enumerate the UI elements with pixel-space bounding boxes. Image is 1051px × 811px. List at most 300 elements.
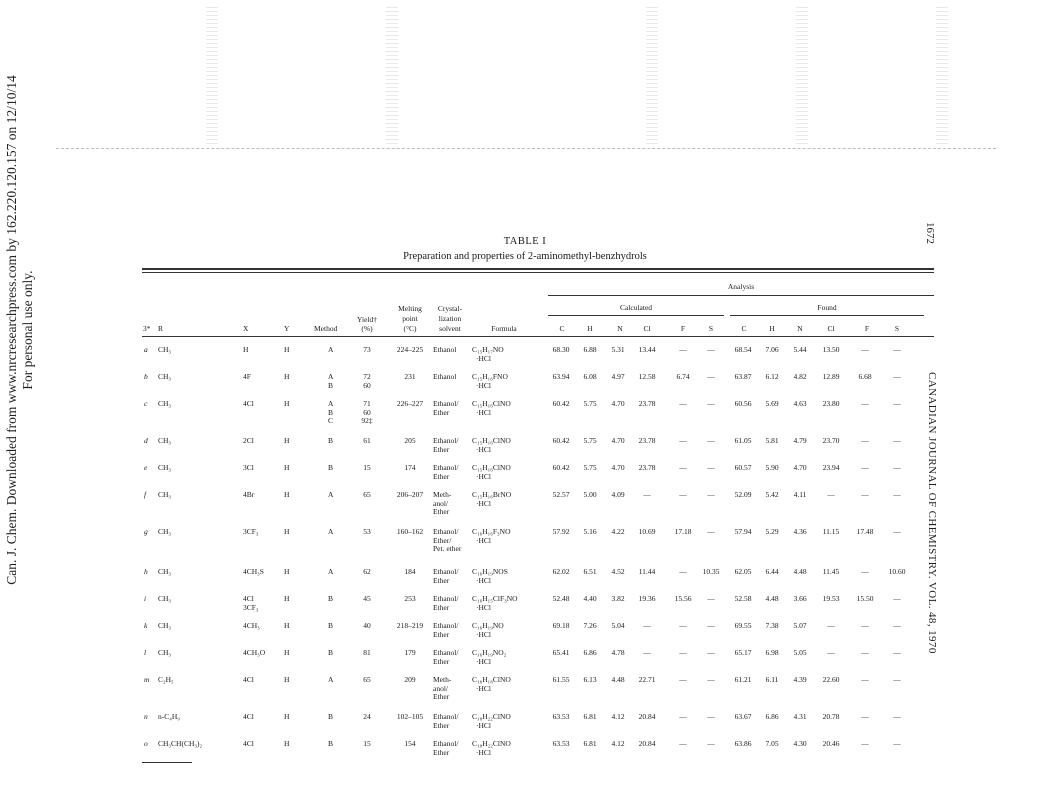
cell-x: 4Cl [243, 739, 254, 748]
cell-r: CH₃ [158, 594, 172, 603]
cell-found-c: 63.67 [734, 712, 752, 721]
cell-found-s: — [893, 621, 901, 630]
cell-solvent: Ethanol/ [433, 712, 459, 721]
header-found-n: N [797, 324, 803, 333]
cell-method: A [328, 399, 334, 408]
cell-solvent: Ethanol/ [433, 621, 459, 630]
cell-formula: C₁₆H₁₉NOS [472, 567, 508, 576]
cell-r: CH₃ [158, 621, 172, 630]
cell-calc-n: 4.78 [611, 648, 625, 657]
header-mp-2: point [402, 314, 418, 323]
row-id: b [144, 372, 148, 381]
cell-r: CH₃ [158, 436, 172, 445]
cell-x: 4Cl [243, 594, 254, 603]
cell-found-c: 69.55 [734, 621, 752, 630]
cell-found-n: 4.70 [793, 463, 807, 472]
cell-calc-s: — [707, 490, 715, 499]
cell-x: H [243, 345, 249, 354]
cell-calc-h: 5.75 [583, 399, 597, 408]
cell-solvent: Ethanol/ [433, 648, 459, 657]
download-notice-line2: For personal use only. [20, 270, 35, 390]
cell-calc-s: — [707, 527, 715, 536]
cell-found-n: 5.05 [793, 648, 807, 657]
analysis-header: Analysis [727, 282, 755, 291]
cell-y: H [284, 399, 290, 408]
cell-found-n: 3.66 [793, 594, 807, 603]
header-formula: Formula [491, 324, 517, 333]
cell-found-f: — [861, 739, 869, 748]
cell-solvent: Ether [433, 747, 450, 757]
cell-found-cl: — [827, 648, 835, 657]
cell-solvent: Ether [433, 507, 450, 516]
cell-calc-f: — [679, 648, 687, 657]
cell-calc-f: — [679, 490, 687, 499]
cell-melting-point: 218–219 [396, 621, 424, 630]
cell-calc-s: — [707, 648, 715, 657]
scan-mark [796, 6, 808, 144]
page-number: 1672 [924, 222, 936, 244]
cell-formula-salt: ·HCl [476, 720, 491, 730]
row-id: n [144, 712, 148, 721]
cell-found-s: — [893, 399, 901, 408]
cell-yield: 71 [363, 399, 371, 408]
cell-found-cl: 20.46 [822, 739, 840, 748]
cell-solvent: Ethanol/ [433, 527, 459, 536]
cell-calc-f: — [679, 621, 687, 630]
cell-formula: C₁₆H₁₅ClF₃NO [472, 594, 518, 603]
header-found-s: S [894, 324, 900, 333]
cell-y: H [284, 527, 290, 536]
cell-r: C₂H₅ [158, 675, 174, 684]
cell-r: CH₃ [158, 399, 172, 408]
cell-found-c: 57.94 [734, 527, 752, 536]
cell-found-s: — [893, 527, 901, 536]
cell-calc-f: — [679, 675, 687, 684]
cell-calc-n: 5.31 [611, 345, 625, 354]
header-method: Method [314, 324, 338, 333]
cell-calc-cl: 13.44 [638, 345, 656, 354]
cell-melting-point: 206–207 [396, 490, 424, 499]
calculated-header: Calculated [619, 303, 653, 312]
cell-calc-f: 15.56 [674, 594, 692, 603]
cell-calc-h: 7.26 [583, 621, 597, 630]
cell-found-cl: 23.70 [822, 436, 840, 445]
cell-calc-f: — [679, 739, 687, 748]
cell-solvent: Ether/ [433, 535, 452, 545]
cell-found-h: 6.11 [765, 675, 779, 684]
cell-found-h: 6.12 [765, 372, 779, 381]
cell-found-h: 5.42 [765, 490, 779, 499]
cell-calc-c: 69.18 [552, 621, 570, 630]
cell-melting-point: 224–225 [396, 345, 424, 354]
cell-found-c: 62.05 [734, 567, 752, 576]
cell-r: CH₃ [158, 567, 172, 576]
cell-found-cl: — [827, 621, 835, 630]
cell-calc-c: 52.48 [552, 594, 570, 603]
cell-formula: C₁₈H₂₂ClNO [472, 712, 511, 721]
cell-y: H [284, 463, 290, 472]
cell-calc-s: — [707, 463, 715, 472]
cell-y: H [284, 594, 290, 603]
cell-found-cl: 11.15 [822, 527, 840, 536]
cell-found-s: — [893, 739, 901, 748]
cell-formula: C₁₆H₁₈ClNO [472, 675, 511, 684]
cell-y: H [284, 490, 290, 499]
cell-calc-cl: — [643, 621, 651, 630]
cell-y: H [284, 567, 290, 576]
cell-formula: C₁₅H₁₇NO [472, 345, 504, 354]
row-id: o [144, 739, 148, 748]
cell-method: B [328, 407, 334, 417]
cell-calc-h: 6.88 [583, 345, 597, 354]
cell-solvent: Meth- [433, 490, 452, 499]
cell-calc-cl: 20.84 [638, 739, 656, 748]
cell-found-c: 63.86 [734, 739, 752, 748]
cell-melting-point: 174 [404, 463, 416, 472]
cell-calc-h: 6.13 [583, 675, 597, 684]
cell-calc-h: 5.75 [583, 463, 597, 472]
cell-solvent: Ether [433, 629, 450, 639]
cell-method: C [328, 416, 334, 425]
cell-found-c: 68.54 [734, 345, 752, 354]
cell-melting-point: 102–105 [396, 712, 424, 721]
cell-solvent: Ethanol/ [433, 739, 459, 748]
cell-formula-salt: ·HCl [476, 407, 491, 417]
cell-found-cl: 22.60 [822, 675, 840, 684]
cell-y: H [284, 436, 290, 445]
cell-yield: 73 [363, 345, 371, 354]
cell-method: A [328, 345, 334, 354]
header-found-cl: Cl [827, 324, 835, 333]
cell-calc-cl: 11.44 [638, 567, 656, 576]
cell-calc-n: 4.12 [611, 739, 625, 748]
cell-formula-salt: ·HCl [476, 629, 491, 639]
cell-formula: C₁₅H₁₆ClNO [472, 463, 511, 472]
cell-method: B [328, 463, 334, 472]
cell-found-c: 60.57 [734, 463, 752, 472]
cell-melting-point: 205 [404, 436, 416, 445]
cell-found-cl: 23.80 [822, 399, 840, 408]
cell-calc-c: 63.53 [552, 712, 570, 721]
cell-found-h: 6.86 [765, 712, 779, 721]
cell-found-c: 52.58 [734, 594, 752, 603]
cell-found-cl: 19.53 [822, 594, 840, 603]
cell-calc-s: — [707, 399, 715, 408]
cell-formula-salt: ·HCl [476, 380, 491, 390]
header-y: Y [284, 324, 290, 333]
cell-calc-c: 62.02 [552, 567, 570, 576]
header-yield-1: Yield† [357, 315, 377, 324]
cell-solvent: Ethanol/ [433, 463, 459, 472]
cell-formula: C₁₅H₁₆ClNO [472, 436, 511, 445]
cell-calc-h: 6.81 [583, 739, 597, 748]
analysis-rule [548, 295, 934, 296]
cell-calc-s: — [707, 345, 715, 354]
cell-found-h: 6.44 [765, 567, 779, 576]
cell-yield: 92‡ [361, 416, 373, 425]
cell-calc-c: 60.42 [552, 399, 570, 408]
cell-calc-n: 3.82 [611, 594, 625, 603]
cell-found-h: 5.81 [765, 436, 779, 445]
cell-melting-point: 253 [404, 594, 416, 603]
cell-formula: C₁₆H₁₉NO₂ [472, 648, 507, 657]
cell-found-f: — [861, 648, 869, 657]
cell-solvent: anol/ [433, 498, 448, 508]
cell-found-s: — [893, 712, 901, 721]
cell-r: CH₃ [158, 527, 172, 536]
header-calc-c: C [559, 324, 565, 333]
cell-formula-salt: ·HCl [476, 656, 491, 666]
cell-method: A [328, 372, 334, 381]
cell-found-cl: 11.45 [822, 567, 840, 576]
header-calc-n: N [617, 324, 623, 333]
cell-method: B [328, 436, 334, 445]
scan-mark [206, 6, 218, 144]
cell-yield: 72 [363, 372, 371, 381]
cell-calc-cl: 23.78 [638, 436, 656, 445]
found-rule [730, 315, 924, 316]
header-x: X [243, 324, 249, 333]
row-id: l [144, 648, 147, 657]
header-rule [142, 336, 934, 337]
cell-solvent: Ethanol/ [433, 399, 459, 408]
cell-found-h: 5.69 [765, 399, 779, 408]
row-id: e [144, 463, 148, 472]
header-calc-f: F [680, 324, 686, 333]
cell-calc-s: 10.35 [702, 567, 720, 576]
cell-yield: 24 [363, 712, 371, 721]
cell-calc-cl: 12.58 [638, 372, 656, 381]
cell-calc-h: 6.08 [583, 372, 597, 381]
cell-solvent: Ether [433, 720, 450, 730]
cell-found-f: — [861, 675, 869, 684]
cell-x: 3CF₃ [243, 602, 259, 612]
cell-found-f: 6.68 [858, 372, 872, 381]
cell-x: 4Cl [243, 712, 254, 721]
cell-formula: C₁₅H₁₆FNO [472, 372, 508, 381]
cell-found-h: 7.05 [765, 739, 779, 748]
top-rule-thin [142, 272, 934, 273]
cell-calc-f: — [679, 436, 687, 445]
cell-yield: 15 [363, 463, 371, 472]
cell-formula-salt: ·HCl [476, 602, 491, 612]
cell-x: 4Cl [243, 675, 254, 684]
cell-calc-f: 6.74 [676, 372, 690, 381]
cell-formula-salt: ·HCl [476, 353, 491, 363]
cell-calc-cl: 10.69 [638, 527, 656, 536]
cell-calc-c: 57.92 [552, 527, 570, 536]
cell-found-s: — [893, 436, 901, 445]
cell-found-h: 6.98 [765, 648, 779, 657]
cell-y: H [284, 712, 290, 721]
cell-found-n: 4.36 [793, 527, 807, 536]
cell-calc-s: — [707, 436, 715, 445]
cell-found-cl: 12.89 [822, 372, 840, 381]
header-mp-1: Melting [398, 304, 422, 313]
cell-formula: C₁₈H₂₂ClNO [472, 739, 511, 748]
cell-yield: 62 [363, 567, 371, 576]
header-no: 3* [143, 324, 151, 333]
cell-melting-point: 179 [404, 648, 416, 657]
cell-found-s: — [893, 463, 901, 472]
cell-yield: 60 [363, 380, 371, 390]
cell-found-n: 4.30 [793, 739, 807, 748]
header-r: R [158, 324, 164, 333]
cell-y: H [284, 345, 290, 354]
cell-r: CH₃ [158, 345, 172, 354]
cell-x: 4CH₃S [243, 567, 264, 576]
row-id: g [144, 527, 148, 536]
table-title: TABLE I [503, 236, 547, 247]
cell-formula: C₁₅H₁₆ClNO [472, 399, 511, 408]
cell-method: A [328, 527, 334, 536]
cell-x: 4Cl [243, 399, 254, 408]
cell-found-n: 4.79 [793, 436, 807, 445]
scan-mark [386, 6, 398, 144]
cell-y: H [284, 675, 290, 684]
cell-calc-f: — [679, 399, 687, 408]
cell-melting-point: 184 [404, 567, 416, 576]
top-rule [142, 268, 934, 270]
row-id: k [144, 621, 148, 630]
cell-calc-n: 4.70 [611, 399, 625, 408]
cell-melting-point: 226–227 [396, 399, 424, 408]
cell-solvent: Ether [433, 692, 450, 701]
header-calc-cl: Cl [643, 324, 651, 333]
cell-found-c: 61.05 [734, 436, 752, 445]
cell-formula: C₁₆H₁₆F₃NO [472, 527, 511, 536]
cell-calc-c: 68.30 [552, 345, 570, 354]
row-id: h [144, 567, 148, 576]
cell-found-f: — [861, 436, 869, 445]
row-id: d [144, 436, 148, 445]
cell-yield: 81 [363, 648, 371, 657]
cell-found-n: 4.48 [793, 567, 807, 576]
cell-solvent: Ether [433, 656, 450, 666]
cell-found-cl: — [827, 490, 835, 499]
cell-found-f: — [861, 490, 869, 499]
cell-calc-n: 4.97 [611, 372, 625, 381]
row-id: m [144, 675, 150, 684]
cell-found-f: — [861, 345, 869, 354]
cell-x: 4F [243, 372, 251, 381]
cell-solvent: Ether [433, 444, 450, 454]
cell-formula-salt: ·HCl [476, 444, 491, 454]
cell-method: B [328, 594, 334, 603]
cell-found-c: 60.56 [734, 399, 752, 408]
cell-found-f: — [861, 567, 869, 576]
cell-solvent: anol/ [433, 683, 448, 693]
cell-calc-n: 4.09 [611, 490, 625, 499]
download-notice-line1: Can. J. Chem. Downloaded from www.nrcresearchpress.com by 162.220.120.157 on 12/10/14 [4, 75, 19, 585]
cell-formula-salt: ·HCl [476, 683, 491, 693]
cell-found-s: — [893, 372, 901, 381]
cell-calc-n: 4.52 [611, 567, 625, 576]
cell-solvent: Ethanol [433, 345, 457, 354]
cell-method: B [328, 648, 334, 657]
cell-formula: C₁₅H₁₆BrNO [472, 490, 512, 499]
cell-calc-h: 6.81 [583, 712, 597, 721]
cell-x: 2Cl [243, 436, 254, 445]
cell-formula-salt: ·HCl [476, 575, 491, 585]
cell-melting-point: 154 [404, 739, 416, 748]
row-id: a [144, 345, 148, 354]
cell-yield: 65 [363, 675, 371, 684]
cell-calc-cl: 23.78 [638, 463, 656, 472]
download-notice [4, 0, 40, 690]
cell-found-f: 15.50 [856, 594, 874, 603]
scan-mark [936, 6, 948, 144]
cell-calc-s: — [707, 372, 715, 381]
cell-y: H [284, 648, 290, 657]
cell-calc-c: 60.42 [552, 463, 570, 472]
cell-calc-c: 63.53 [552, 739, 570, 748]
cell-x: 4Br [243, 490, 255, 499]
cell-solvent: Meth- [433, 675, 452, 684]
cell-method: B [328, 712, 334, 721]
cell-found-n: 4.31 [793, 712, 807, 721]
cell-y: H [284, 621, 290, 630]
table-caption: Preparation and properties of 2-aminomethyl-benzhydrols [403, 251, 647, 262]
cell-found-h: 7.06 [765, 345, 779, 354]
cell-calc-f: — [679, 463, 687, 472]
cell-found-c: 61.21 [734, 675, 752, 684]
cell-calc-s: — [707, 739, 715, 748]
cell-x: 4CH₃ [243, 621, 260, 630]
cell-calc-s: — [707, 712, 715, 721]
cell-r: CH₃CH(CH₃)₂ [158, 739, 203, 748]
cell-melting-point: 231 [404, 372, 416, 381]
cell-calc-s: — [707, 621, 715, 630]
cell-yield: 15 [363, 739, 371, 748]
cell-calc-cl: 20.84 [638, 712, 656, 721]
cell-calc-h: 5.16 [583, 527, 597, 536]
cell-calc-f: — [679, 567, 687, 576]
cell-found-s: — [893, 345, 901, 354]
cell-found-s: — [893, 490, 901, 499]
cell-solvent: Ether [433, 575, 450, 585]
cell-solvent: Ethanol [433, 372, 457, 381]
cell-found-c: 52.09 [734, 490, 752, 499]
cell-calc-c: 65.41 [552, 648, 570, 657]
found-header: Found [817, 303, 837, 312]
cell-calc-s: — [707, 675, 715, 684]
cell-method: A [328, 490, 334, 499]
cell-calc-c: 61.55 [552, 675, 570, 684]
cell-found-h: 7.38 [765, 621, 779, 630]
cell-found-c: 63.87 [734, 372, 752, 381]
cell-y: H [284, 739, 290, 748]
cell-found-s: — [893, 594, 901, 603]
scan-artifact-strip [56, 6, 996, 149]
header-found-f: F [864, 324, 870, 333]
row-id: f [144, 490, 147, 499]
header-calc-h: H [587, 324, 593, 333]
cell-calc-h: 6.86 [583, 648, 597, 657]
header-yield-2: (%) [361, 324, 373, 333]
cell-formula-salt: ·HCl [476, 535, 491, 545]
cell-found-h: 4.48 [765, 594, 779, 603]
footnote-rule [142, 762, 192, 763]
cell-method: A [328, 675, 334, 684]
cell-found-h: 5.29 [765, 527, 779, 536]
cell-calc-h: 4.40 [583, 594, 597, 603]
cell-calc-cl: 19.36 [638, 594, 656, 603]
header-cryst-1: Crystal- [437, 304, 463, 313]
cell-calc-cl: 22.71 [638, 675, 656, 684]
cell-calc-cl: 23.78 [638, 399, 656, 408]
calculated-rule [548, 315, 724, 316]
